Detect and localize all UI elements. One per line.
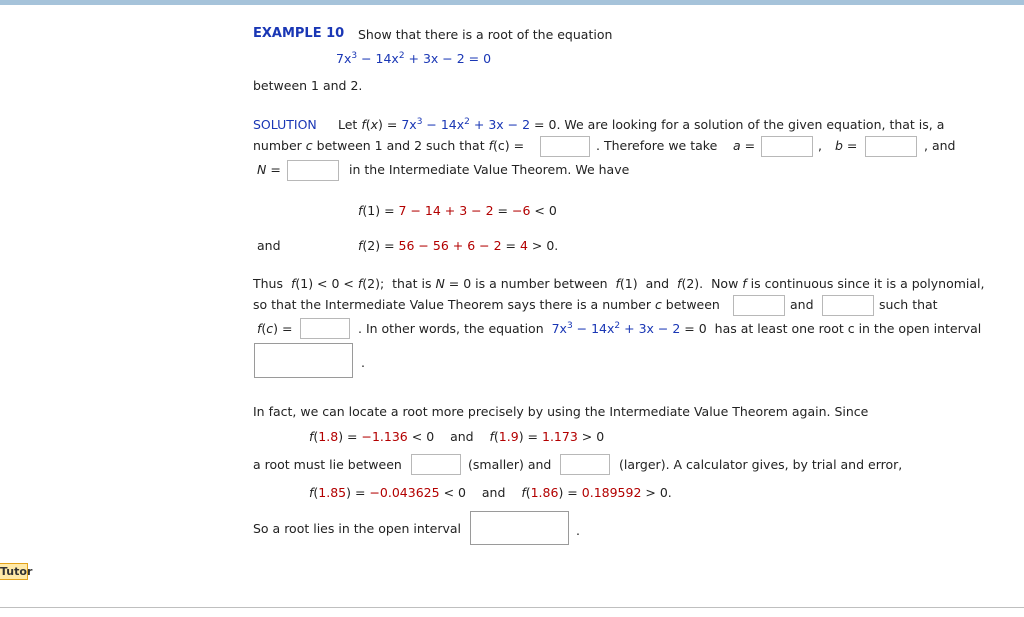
answer-fc-input[interactable] — [540, 136, 590, 157]
thus-line2: so that the Intermediate Value Theorem says there is a number c between — [253, 297, 720, 312]
therefore-text: . Therefore we take — [596, 138, 718, 153]
answer-final-interval-input[interactable] — [470, 511, 569, 545]
and-comma-text: , and — [924, 138, 956, 153]
so-root-text: So a root lies in the open interval — [253, 521, 462, 536]
fact-intro: In fact, we can locate a root more precisely by using the Intermediate Value Theorem again. Since — [253, 404, 869, 419]
equation: $7x^3 - 14x^2 + 3x - 2 = 0$ — [336, 51, 492, 66]
f18-f19-line: f(1.8) = −1.136 < 0 and f(1.9) = 1.173 > 0 — [309, 429, 605, 444]
a-label: a = — [733, 138, 756, 153]
interval-period: . — [361, 355, 365, 370]
answer-open-interval-input[interactable] — [254, 343, 353, 378]
n-label: N = — [257, 162, 281, 177]
example-label: EXAMPLE 10 — [253, 26, 345, 41]
answer-between-low-input[interactable] — [733, 295, 785, 316]
answer-b-input[interactable] — [865, 136, 917, 157]
answer-larger-input[interactable] — [560, 454, 610, 475]
thus-and: and — [790, 297, 814, 312]
answer-smaller-input[interactable] — [411, 454, 461, 475]
solution-line2: number c between 1 and 2 such that f(c) = — [253, 138, 525, 153]
solution-line1: Let $f(x) = 7x^3 - 14x^2 + 3x - 2 = 0$. We are looking for a solution of the given equation, that is, a — [338, 117, 945, 132]
answer-n-input[interactable] — [287, 160, 339, 181]
fc-label: f(c) = — [257, 321, 293, 336]
f1-line: f(1) = 7 − 14 + 3 − 2 = −6 < 0 — [358, 203, 557, 218]
answer-between-high-input[interactable] — [822, 295, 874, 316]
example-prompt: Show that there is a root of the equation — [358, 27, 613, 42]
comma-text: , — [818, 138, 822, 153]
final-period: . — [576, 523, 580, 538]
such-that-text: such that — [879, 297, 938, 312]
solution-label: SOLUTION — [253, 117, 317, 132]
smaller-text: (smaller) and — [468, 457, 552, 472]
ivt-text: in the Intermediate Value Theorem. We have — [349, 162, 630, 177]
and-label: and — [257, 238, 281, 253]
b-label: b = — [835, 138, 858, 153]
other-words-text: . In other words, the equation $7x^3 - 14x^2 + 3x - 2 = 0$ has at least one root c in the open interval — [358, 321, 982, 336]
bottom-divider — [0, 607, 1024, 608]
root-between-text: a root must lie between — [253, 457, 402, 472]
tutor-button[interactable]: Tutor — [0, 565, 33, 578]
thus-line1: Thus f(1) < 0 < f(2); that is N = 0 is a number between f(1) and f(2). Now f is continuous since it is a polynomial, — [253, 276, 985, 291]
top-bar — [0, 0, 1024, 5]
answer-fc-value-input[interactable] — [300, 318, 350, 339]
f185-f186-line: f(1.85) = −0.043625 < 0 and f(1.86) = 0.189592 > 0. — [309, 485, 672, 500]
larger-text: (larger). A calculator gives, by trial and error, — [619, 457, 903, 472]
f2-line: f(2) = 56 − 56 + 6 − 2 = 4 > 0. — [358, 238, 559, 253]
answer-a-input[interactable] — [761, 136, 813, 157]
example-between: between 1 and 2. — [253, 78, 363, 93]
